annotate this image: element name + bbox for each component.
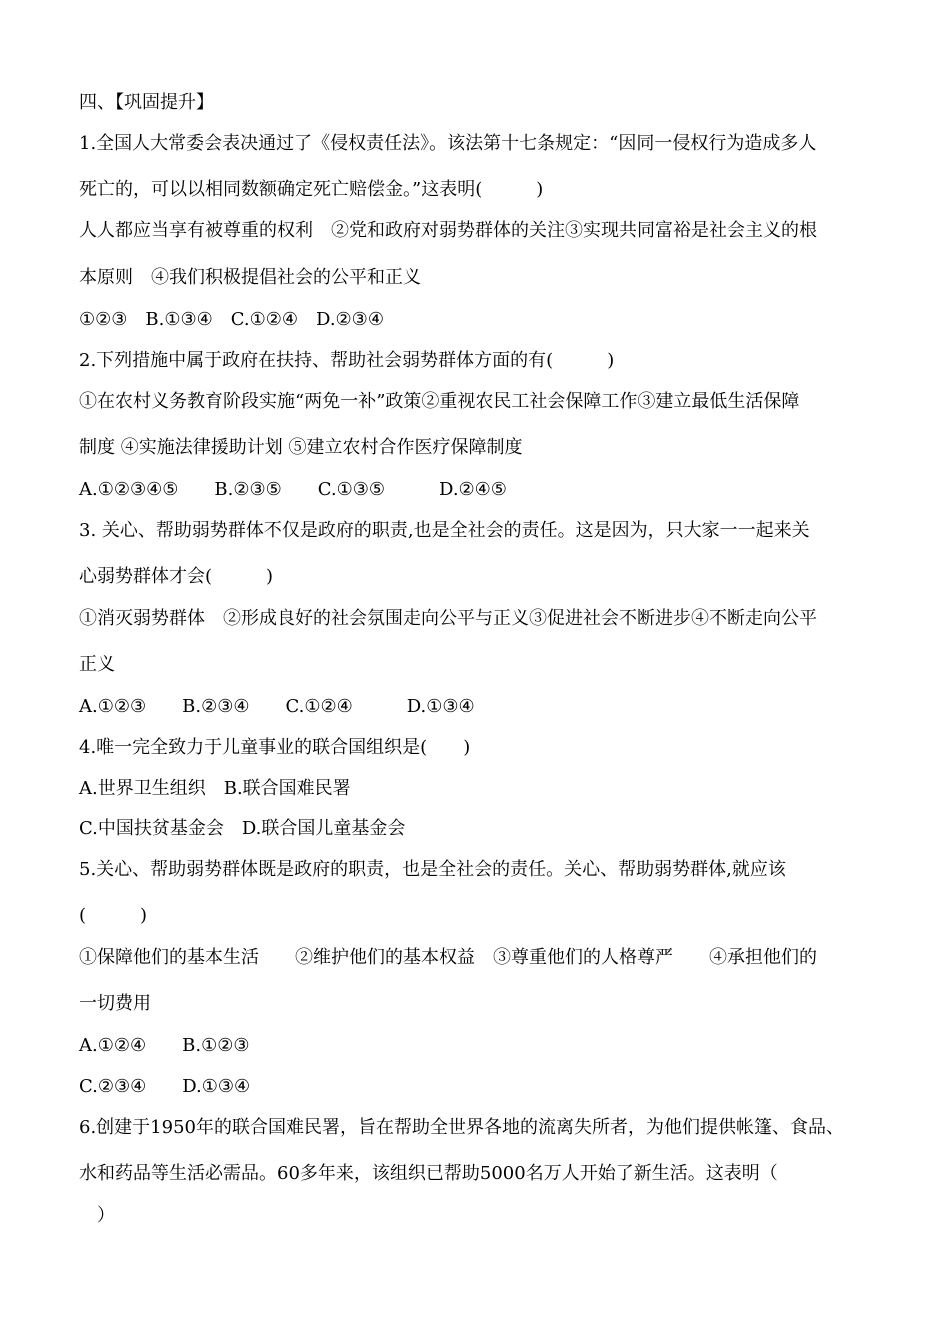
q4-choices-line-2: C.中国扶贫基金会 D.联合国儿童基金会 — [79, 818, 406, 839]
q5-choices-line-2: C.②③④ D.①③④ — [79, 1076, 251, 1097]
q5-choices-line-1: A.①②④ B.①②③ — [79, 1035, 250, 1056]
q6-stem-line-2: 水和药品等生活必需品。60多年来，该组织已帮助5000名万人开始了新生活。这表明（ — [79, 1163, 778, 1184]
q3-stem-line-1: 3. 关心、帮助弱势群体不仅是政府的职责,也是全社会的责任。这是因为，只大家一一起来关 — [79, 520, 810, 541]
q4-choices-line-1: A.世界卫生组织 B.联合国难民署 — [79, 778, 351, 799]
q5-option-line-1: ①保障他们的基本生活 ②维护他们的基本权益 ③尊重他们的人格尊严 ④承担他们的 — [79, 947, 817, 968]
q5-option-line-2: 一切费用 — [79, 993, 151, 1014]
q4-stem: 4.唯一完全致力于儿童事业的联合国组织是( ) — [79, 737, 471, 758]
q5-stem-line-2: ( ) — [79, 905, 148, 926]
q2-option-line-1: ①在农村义务教育阶段实施“两免一补”政策②重视农民工社会保障工作③建立最低生活保障 — [79, 391, 800, 412]
q6-stem-line-1: 6.创建于1950年的联合国难民署，旨在帮助全世界各地的流离失所者，为他们提供帐篷、食品、 — [79, 1117, 844, 1138]
q5-stem-line-1: 5.关心、帮助弱势群体既是政府的职责，也是全社会的责任。关心、帮助弱势群体,就应该 — [79, 859, 786, 880]
q1-choices: ①②③ B.①③④ C.①②④ D.②③④ — [79, 309, 384, 330]
q1-stem-line-1: 1.全国人大常委会表决通过了《侵权责任法》。该法第十七条规定：“因同一侵权行为造成多人 — [79, 133, 817, 154]
q3-option-line-1: ①消灭弱势群体 ②形成良好的社会氛围走向公平与正义③促进社会不断进步④不断走向公平 — [79, 608, 817, 629]
q2-option-line-2: 制度 ④实施法律援助计划 ⑤建立农村合作医疗保障制度 — [79, 437, 523, 458]
q6-stem-line-3: ） — [79, 1205, 115, 1226]
q1-option-line-1: 人人都应当享有被尊重的权利 ②党和政府对弱势群体的关注③实现共同富裕是社会主义的根 — [79, 220, 817, 241]
section-heading: 四、【巩固提升】 — [79, 92, 214, 113]
q1-stem-line-2: 死亡的，可以以相同数额确定死亡赔偿金。”这表明( ) — [79, 179, 544, 200]
q2-choices: A.①②③④⑤ B.②③⑤ C.①③⑤ D.②④⑤ — [79, 479, 507, 500]
q1-option-line-2: 本原则 ④我们积极提倡社会的公平和正义 — [79, 267, 421, 288]
q3-stem-line-2: 心弱势群体才会( ) — [79, 566, 274, 587]
q3-option-line-2: 正义 — [79, 654, 115, 675]
q3-choices: A.①②③ B.②③④ C.①②④ D.①③④ — [79, 696, 475, 717]
q2-stem: 2.下列措施中属于政府在扶持、帮助社会弱势群体方面的有( ) — [79, 350, 615, 371]
